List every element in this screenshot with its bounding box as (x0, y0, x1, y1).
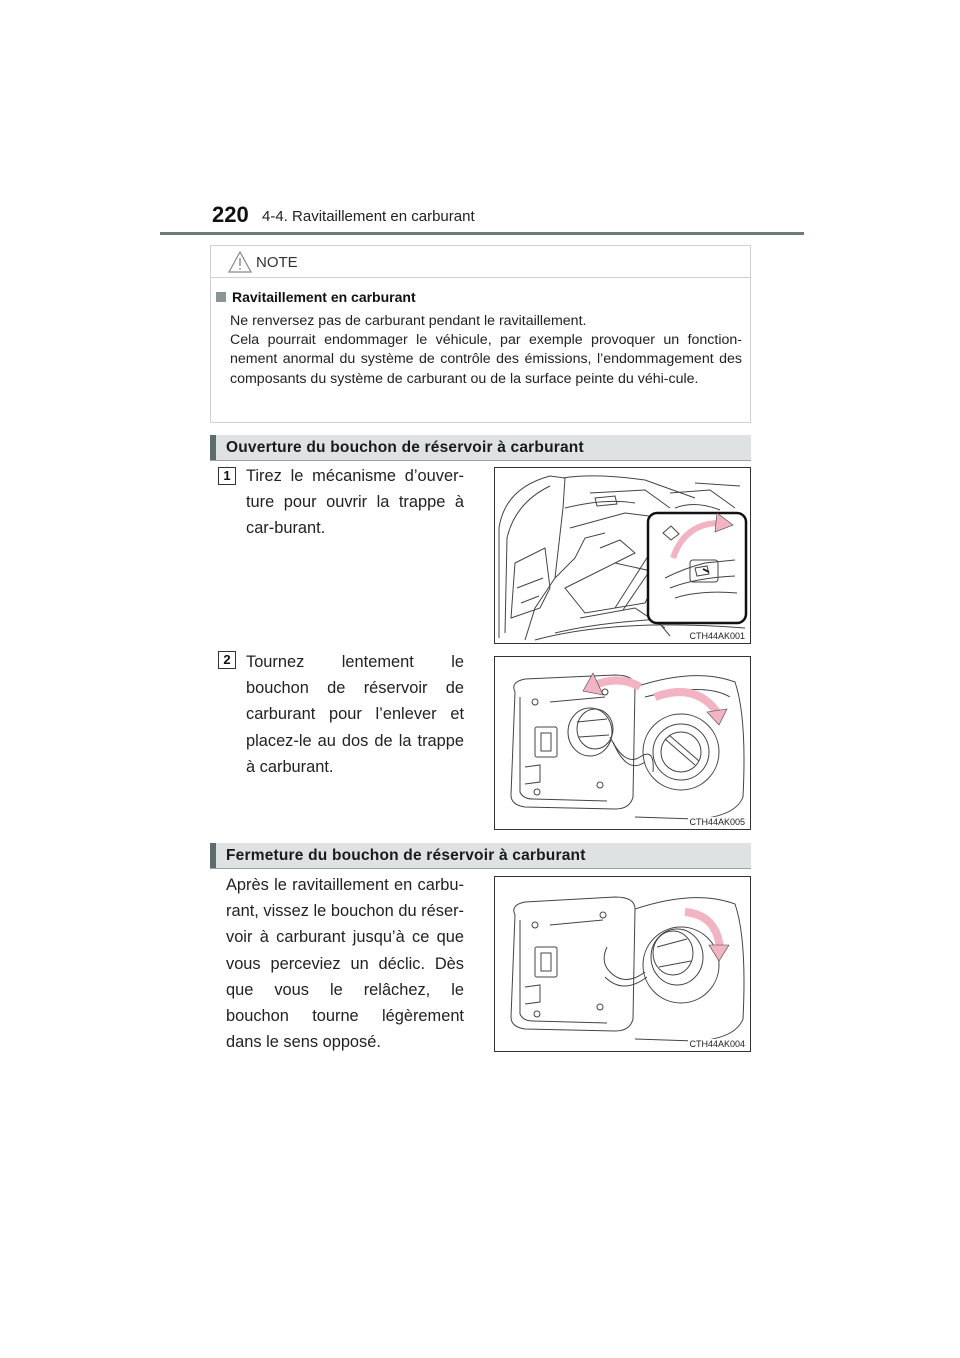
figure-open-lever (494, 467, 751, 644)
warning-triangle-icon (228, 251, 252, 273)
section-title-open: Ouverture du bouchon de réservoir à carburant (226, 439, 584, 456)
close-instructions: Après le ravitaillement en carbu-rant, vissez le bouchon du réser-voir à carburant jusqu’à ce que vous perceviez un déclic. Dès que vous le relâchez, le bouchon tourne légèrement dans le sens opposé. (226, 876, 464, 1052)
page-number: 220 (212, 202, 249, 227)
note-box (210, 245, 751, 423)
note-subheading-text: Ravitaillement en carburant (232, 289, 416, 305)
note-line: Cela pourrait endommager le véhicule, par exemple provoquer un fonction-nement anormal du système de contrôle des émissions, l’endommagement des composants du système de carburant ou de la surface peinte du véhi-cule. (230, 332, 742, 387)
section-header-open (210, 435, 751, 461)
chapter-title: 4-4. Ravitaillement en carburant (262, 208, 475, 225)
step-text-2: Tournez lentement le bouchon de réservoir de carburant pour l’enlever et placez-le au dos de la trappe à carburant. (246, 653, 464, 776)
figure-close-cap (494, 876, 751, 1052)
header-rule (160, 232, 804, 235)
car-interior-illustration (495, 468, 750, 643)
note-header (211, 246, 750, 278)
section-bar (210, 843, 216, 868)
step-number-2: 2 (218, 651, 236, 669)
note-subheading (216, 289, 416, 305)
note-line: Ne renversez pas de carburant pendant le ravitaillement. (230, 313, 587, 329)
note-body (230, 312, 742, 389)
figure-remove-cap (494, 656, 751, 830)
section-header-close (210, 843, 751, 869)
square-bullet-icon (216, 292, 226, 302)
note-title: NOTE (256, 254, 298, 271)
figure-code: CTH44AK005 (689, 817, 745, 827)
figure-code: CTH44AK001 (689, 631, 745, 641)
section-bar (210, 435, 216, 460)
fuel-cap-tightening-illustration (495, 877, 750, 1051)
section-title-close: Fermeture du bouchon de réservoir à carburant (226, 847, 586, 864)
fuel-cap-removal-illustration (495, 657, 750, 829)
figure-code: CTH44AK004 (689, 1039, 745, 1049)
step-text-1: Tirez le mécanisme d’ouver-ture pour ouvrir la trappe à car-burant. (246, 467, 464, 538)
step-number-1: 1 (218, 467, 236, 485)
